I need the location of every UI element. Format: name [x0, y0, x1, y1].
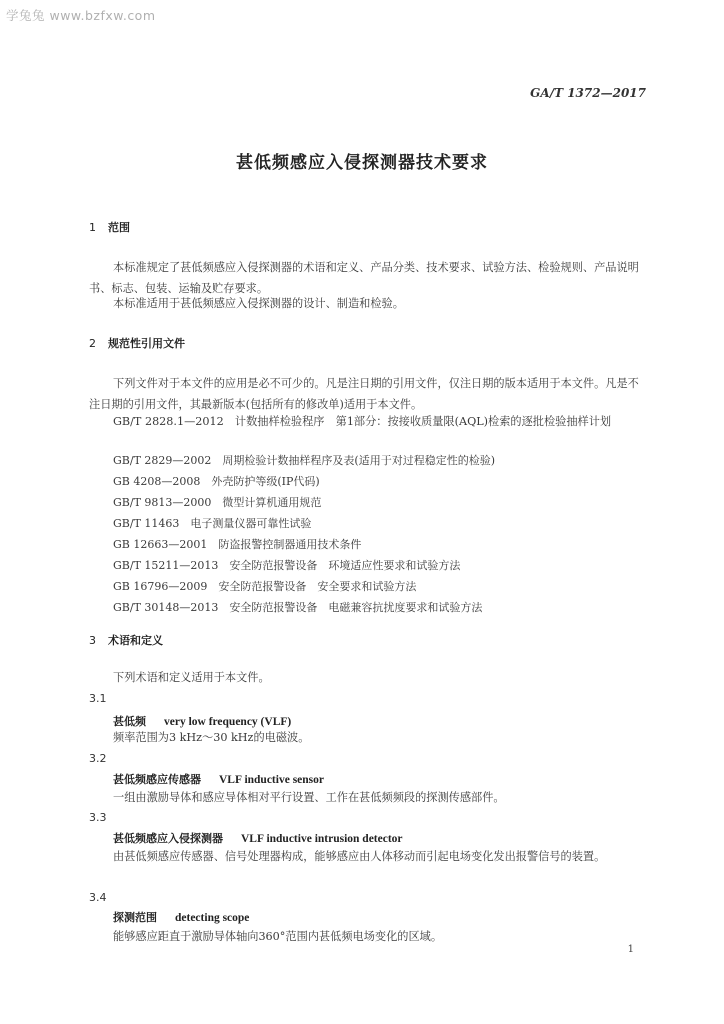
- term-english: VLF inductive intrusion detector: [241, 833, 403, 845]
- terms-intro: 下列术语和定义适用于本文件。: [113, 671, 270, 684]
- term-chinese: 甚低频感应传感器: [113, 773, 201, 786]
- term-number: 3.4: [89, 891, 107, 904]
- section-title: 规范性引用文件: [108, 337, 185, 350]
- term-english: very low frequency (VLF): [164, 716, 292, 728]
- section-title: 术语和定义: [108, 634, 163, 647]
- reference-item: GB 12663—2001 防盗报警控制器通用技术条件: [113, 538, 362, 551]
- reference-item: GB/T 11463 电子测量仪器可靠性试验: [113, 517, 312, 530]
- section-title: 范围: [108, 221, 130, 234]
- term-chinese: 探测范围: [113, 911, 157, 924]
- scope-paragraph-1: 本标准规定了甚低频感应入侵探测器的术语和定义、产品分类、技术要求、试验方法、检验规则、产品说明书、标志、包装、运输及贮存要求。: [89, 261, 639, 295]
- reference-item: GB/T 15211—2013 安全防范报警设备 环境适应性要求和试验方法: [113, 559, 461, 572]
- term-definition: 由甚低频感应传感器、信号处理器构成，能够感应由人体移动而引起电场变化发出报警信号的装置。: [113, 850, 606, 863]
- term-number: 3.1: [89, 692, 107, 705]
- reference-item: GB/T 30148—2013 安全防范报警设备 电磁兼容抗扰度要求和试验方法: [113, 601, 483, 614]
- term-english: detecting scope: [175, 912, 250, 924]
- section-number: 1: [89, 221, 96, 234]
- term-title: [113, 830, 403, 846]
- section-1-heading: [89, 219, 130, 235]
- section-number: 3: [89, 634, 96, 647]
- reference-item: GB 16796—2009 安全防范报警设备 安全要求和试验方法: [113, 580, 417, 593]
- term-chinese: 甚低频感应入侵探测器: [113, 832, 223, 845]
- section-2-heading: [89, 335, 185, 351]
- scope-paragraph-2: 本标准适用于甚低频感应入侵探测器的设计、制造和检验。: [113, 297, 404, 310]
- term-definition: 能够感应距直于激励导体轴向360°范围内甚低频电场变化的区域。: [113, 930, 443, 943]
- term-title: [113, 713, 291, 729]
- reference-item: GB 4208—2008 外壳防护等级(IP代码): [113, 475, 320, 488]
- term-definition: 一组由激励导体和感应导体相对平行设置、工作在甚低频频段的探测传感部件。: [113, 791, 505, 804]
- term-english: VLF inductive sensor: [219, 774, 324, 786]
- references-intro: 下列文件对于本文件的应用是必不可少的。凡是注日期的引用文件，仅注日期的版本适用于本文件。凡是不注日期的引用文件，其最新版本(包括所有的修改单)适用于本文件。: [89, 377, 639, 411]
- reference-item: GB/T 9813—2000 微型计算机通用规范: [113, 496, 322, 509]
- term-definition: 频率范围为3 kHz～30 kHz的电磁波。: [113, 731, 310, 744]
- section-3-heading: [89, 632, 163, 648]
- reference-item: GB/T 2829—2002 周期检验计数抽样程序及表(适用于对过程稳定性的检验): [113, 454, 495, 467]
- term-title: [113, 771, 324, 787]
- reference-item: GB/T 2828.1—2012 计数抽样检验程序 第1部分：按接收质量限(AQL)检索的逐批检验抽样计划: [113, 415, 612, 428]
- term-number: 3.2: [89, 752, 107, 765]
- term-title: [113, 909, 249, 925]
- page-title: 甚低频感应入侵探测器技术要求: [236, 153, 488, 173]
- term-number: 3.3: [89, 811, 107, 824]
- page-number: 1: [627, 944, 634, 955]
- watermark: 学兔兔 www.bzfxw.com: [6, 8, 156, 23]
- term-chinese: 甚低频: [113, 715, 146, 728]
- standard-number: GA/T 1372—2017: [530, 86, 646, 100]
- section-number: 2: [89, 337, 96, 350]
